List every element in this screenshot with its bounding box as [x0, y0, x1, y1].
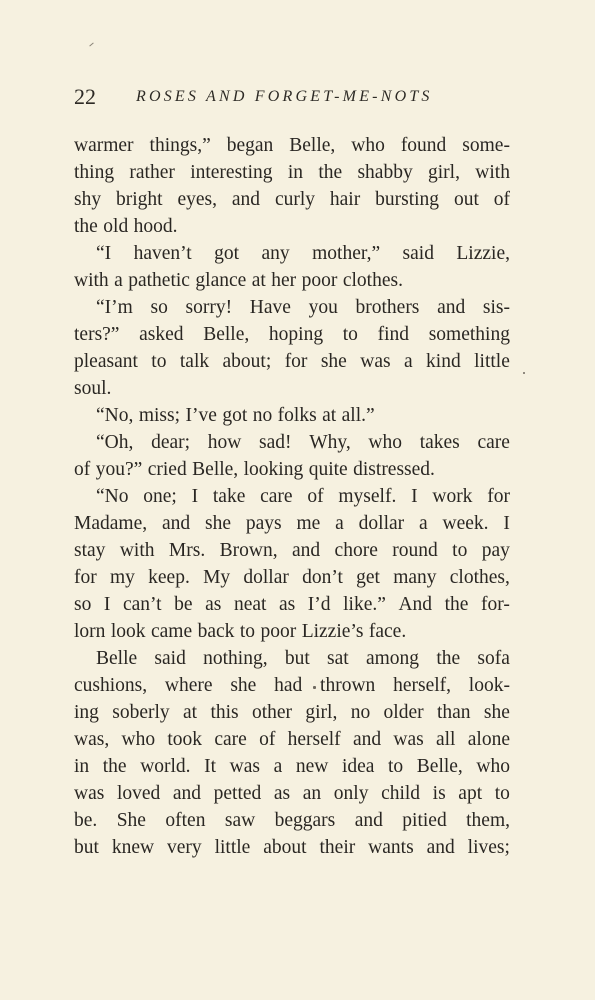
- text-line: was, who took care of herself and was all alone: [74, 729, 510, 750]
- text-line: so I can’t be as neat as I’d like.” And the for-: [74, 594, 510, 615]
- running-title: ROSES AND FORGET-ME-NOTS: [136, 88, 433, 105]
- text-line: with a pathetic glance at her poor clothes.: [74, 270, 403, 291]
- text-line: thing rather interesting in the shabby girl, with: [74, 162, 510, 183]
- paper-speck: [523, 372, 525, 374]
- text-line: stay with Mrs. Brown, and chore round to pay: [74, 540, 510, 561]
- text-line: soul.: [74, 378, 112, 399]
- text-line: “I’m so sorry! Have you brothers and sis-: [96, 297, 510, 318]
- text-line: the old hood.: [74, 216, 178, 237]
- text-line: “No one; I take care of myself. I work for: [96, 486, 510, 507]
- text-line: Belle said nothing, but sat among the sofa: [96, 648, 510, 669]
- paper-speck: [313, 686, 316, 689]
- body-text: [74, 132, 510, 861]
- text-line: be. She often saw beggars and pitied them,: [74, 810, 510, 831]
- text-line: warmer things,” began Belle, who found some-: [74, 135, 510, 156]
- text-line: Madame, and she pays me a dollar a week. I: [74, 513, 510, 534]
- text-line: cushions, where she had thrown herself, look-: [74, 675, 510, 696]
- text-line: “Oh, dear; how sad! Why, who takes care: [96, 432, 510, 453]
- text-line: was loved and petted as an only child is apt to: [74, 783, 510, 804]
- text-line: ters?” asked Belle, hoping to find something: [74, 324, 510, 345]
- text-line: lorn look came back to poor Lizzie’s face.: [74, 621, 407, 642]
- text-line: shy bright eyes, and curly hair bursting out of: [74, 189, 510, 210]
- text-line: “No, miss; I’ve got no folks at all.”: [96, 405, 375, 426]
- page-header: [74, 84, 514, 110]
- text-line: of you?” cried Belle, looking quite distressed.: [74, 459, 435, 480]
- page-number: 22: [74, 84, 96, 109]
- text-line: ing soberly at this other girl, no older than she: [74, 702, 510, 723]
- text-line: “I haven’t got any mother,” said Lizzie,: [96, 243, 510, 264]
- text-line: in the world. It was a new idea to Belle, who: [74, 756, 510, 777]
- text-line: but knew very little about their wants and lives;: [74, 837, 510, 858]
- text-line: pleasant to talk about; for she was a kind little: [74, 351, 510, 372]
- stray-ink-mark: [89, 43, 93, 47]
- text-line: for my keep. My dollar don’t get many clothes,: [74, 567, 510, 588]
